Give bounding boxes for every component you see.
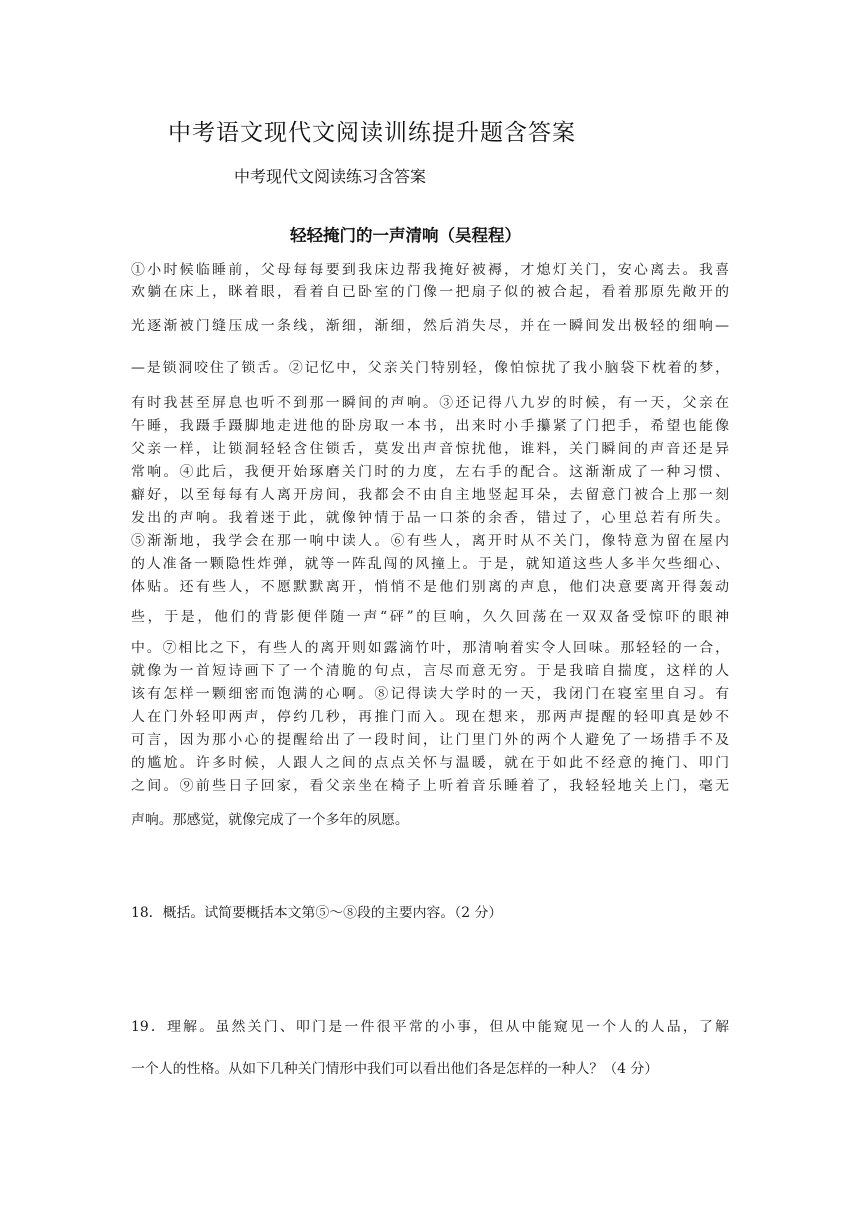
paragraph-line: 光逐渐被门缝压成一条线，渐细，渐细，然后消失尽，并在一瞬间发出极轻的细响—: [131, 318, 729, 334]
paragraph-line: 有时我甚至屏息也听不到那一瞬间的声响。③还记得八九岁的时候，有一天，父亲在: [131, 395, 729, 411]
paragraph-line: 欢躺在床上，眯着眼，看着自已卧室的门像一把扇子似的被合起，看着那原先敞开的: [131, 284, 729, 300]
paragraph-line: 些，于是，他们的背影便伴随一声“砰”的巨响，久久回荡在一双双备受惊吓的眼神: [131, 609, 729, 625]
paragraph-line: 癖好，以至每每有人离开房间，我都会不由自主地竖起耳朵，去留意门被合上那一刻: [131, 487, 729, 503]
paragraph-line: 中。⑦相比之下，有些人的离开则如露滴竹叶，那清响着实令人回味。那轻轻的一合，: [131, 640, 729, 656]
paragraph-line: 父亲一样，让锁洞轻轻含住锁舌，莫发出声音惊扰他，谁料，关门瞬间的声音还是异: [131, 441, 729, 457]
paragraph-line: 就像为一首短诗画下了一个清脆的句点，言尽而意无穷。于是我暗自揣度，这样的人: [131, 663, 729, 679]
paragraph-line: 体贴。还有些人，不愿默默离开，悄悄不是他们别离的声息，他们决意要离开得轰动: [131, 579, 729, 595]
paragraph-line: 发出的声响。我着迷于此，就像钟情于品一口茶的余香，错过了，心里总若有所失。: [131, 510, 729, 526]
paragraph-line: 午睡，我蹑手蹑脚地走进他的卧房取一本书，出来时小手攥紧了门把手，希望也能像: [131, 418, 729, 434]
question-19-line: 19．理解。虽然关门、叩门是一件很平常的小事，但从中能窥见一个人的人品，了解: [131, 1019, 729, 1035]
paragraph-line: 可言，因为那小心的提醒给出了一段时间，让门里门外的两个人避免了一场措手不及: [131, 732, 729, 748]
paragraph-line: 之间。⑨前些日子回家，看父亲坐在椅子上听着音乐睡着了，我轻轻地关上门，毫无: [131, 778, 729, 794]
paragraph-line: 的人准备一颗隐性炸弹，就等一阵乱闯的风撞上。于是，就知道这些人多半欠些细心、: [131, 556, 729, 572]
paragraph-line: ①小时候临睡前，父母每每要到我床边帮我掩好被褥，才熄灯关门，安心离去。我喜: [131, 262, 729, 278]
paragraph-line: 人在门外轻叩两声，停约几秒，再推门而入。现在想来，那两声提醒的轻叩真是妙不: [131, 709, 729, 725]
paragraph-line: 的尴尬。许多时候，人跟人之间的点点关怀与温暖，就在于如此不经意的掩门、叩门: [131, 755, 729, 771]
paragraph-line: 常响。④此后，我便开始琢磨关门时的力度，左右手的配合。这渐渐成了一种习惯、: [131, 464, 729, 480]
article-title: 轻轻掩门的一声清响（吴程程）: [290, 226, 521, 245]
paragraph-line: —是锁洞咬住了锁舌。②记忆中，父亲关门特别轻，像怕惊扰了我小脑袋下枕着的梦，: [131, 360, 729, 376]
paragraph-line: 声响。那感觉，就像完成了一个多年的夙愿。: [131, 812, 409, 828]
question-19-line: 一个人的性格。从如下几种关门情形中我们可以看出他们各是怎样的一种人？（4 分）: [131, 1061, 659, 1077]
paragraph-line: ⑤渐渐地，我学会在那一响中读人。⑥有些人，离开时从不关门，像特意为留在屋内: [131, 533, 729, 549]
question-18: 18．概括。试简要概括本文第⑤～⑧段的主要内容。（2 分）: [131, 905, 503, 921]
paragraph-line: 该有怎样一颗细密而饱满的心啊。⑧记得读大学时的一天，我闭门在寝室里自习。有: [131, 686, 729, 702]
document-title: 中考语文现代文阅读训练提升题含答案: [168, 120, 576, 146]
document-subtitle: 中考现代文阅读练习含答案: [234, 167, 427, 186]
